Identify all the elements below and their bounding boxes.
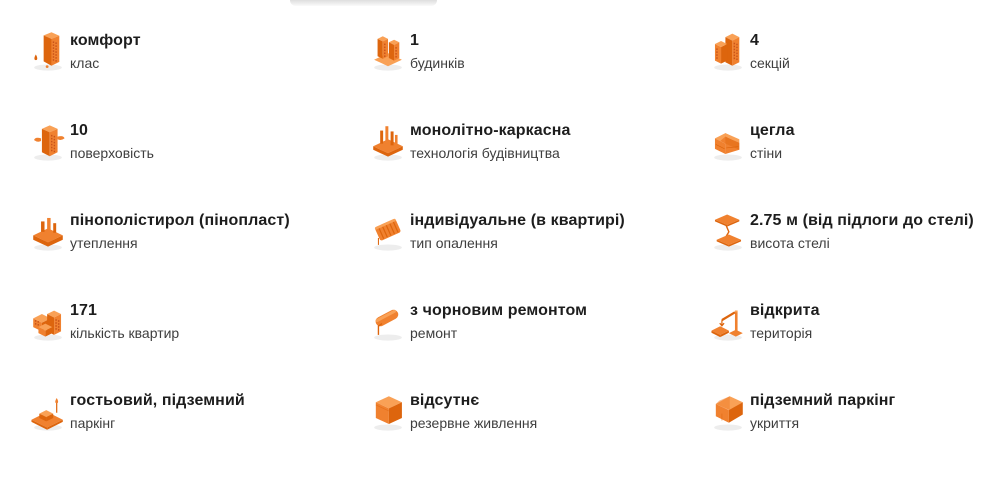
feature-label: технологія будівництва (410, 145, 560, 162)
truncated-tab-button[interactable] (290, 0, 437, 6)
feature-item (708, 388, 1000, 478)
feature-value: 2.75 м (від підлоги до стелі) (750, 212, 974, 229)
feature-label: тип опалення (410, 235, 498, 252)
construction-frame-icon (368, 118, 410, 166)
paint-roller-icon (368, 298, 410, 346)
feature-item (708, 298, 1000, 388)
feature-value: пінополістирол (пінопласт) (70, 212, 290, 229)
parking-icon (28, 388, 70, 436)
shelter-icon (708, 388, 750, 436)
feature-value: відкрита (750, 302, 820, 319)
feature-item (368, 388, 708, 478)
feature-item (28, 28, 368, 118)
feature-label: поверховість (70, 145, 154, 162)
feature-value: підземний паркінг (750, 392, 896, 409)
feature-label: паркінг (70, 415, 116, 432)
feature-item (28, 118, 368, 208)
feature-item (708, 118, 1000, 208)
feature-value: 4 (750, 32, 759, 49)
feature-value: 10 (70, 122, 88, 139)
feature-item (368, 118, 708, 208)
feature-value: індивідуальне (в квартирі) (410, 212, 625, 229)
building-floors-icon (28, 118, 70, 166)
characteristics-grid (28, 28, 1000, 478)
feature-label: будинків (410, 55, 465, 72)
buildings-count-icon (368, 28, 410, 76)
ceiling-height-icon (708, 208, 750, 256)
class-building-icon (28, 28, 70, 76)
feature-label: утеплення (70, 235, 138, 252)
feature-value: монолітно-каркасна (410, 122, 571, 139)
feature-value: 171 (70, 302, 97, 319)
open-territory-icon (708, 298, 750, 346)
feature-label: кількість квартир (70, 325, 180, 342)
feature-item (708, 208, 1000, 298)
feature-label: секцій (750, 55, 790, 72)
feature-item (28, 208, 368, 298)
feature-value: цегла (750, 122, 795, 139)
feature-label: висота стелі (750, 235, 830, 252)
feature-label: територія (750, 325, 813, 342)
feature-value: гостьовий, підземний (70, 392, 245, 409)
power-supply-icon (368, 388, 410, 436)
feature-item (368, 298, 708, 388)
feature-value: відсутнє (410, 392, 480, 409)
feature-label: укриття (750, 415, 800, 432)
feature-item (28, 298, 368, 388)
feature-item (708, 28, 1000, 118)
feature-value: з чорновим ремонтом (410, 302, 588, 319)
radiator-icon (368, 208, 410, 256)
insulation-panel-icon (28, 208, 70, 256)
apartments-count-icon (28, 298, 70, 346)
building-sections-icon (708, 28, 750, 76)
feature-label: клас (70, 55, 100, 72)
feature-value: комфорт (70, 32, 141, 49)
feature-item (368, 208, 708, 298)
feature-label: стіни (750, 145, 783, 162)
feature-value: 1 (410, 32, 419, 49)
feature-item (368, 28, 708, 118)
brick-wall-icon (708, 118, 750, 166)
feature-label: ремонт (410, 325, 458, 342)
feature-item (28, 388, 368, 478)
feature-label: резервне живлення (410, 415, 538, 432)
